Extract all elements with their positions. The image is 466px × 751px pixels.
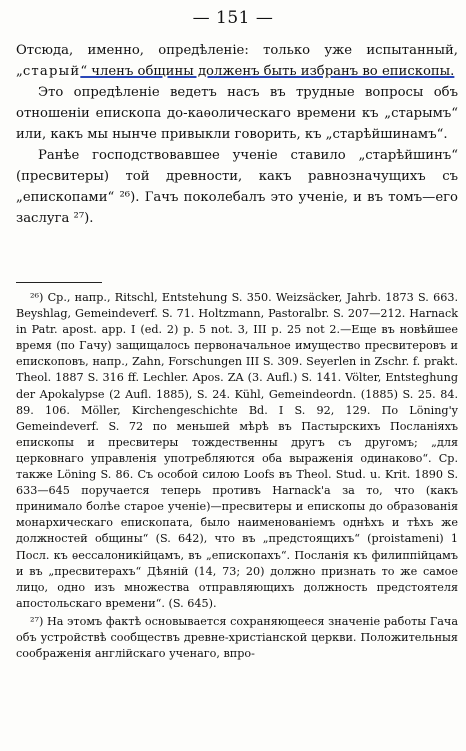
footnotes	[16, 290, 458, 662]
paragraph-1-part-c: “ членъ общины долженъ быть избранъ во епископы.	[80, 64, 455, 79]
emphasis-old: старый	[22, 64, 81, 79]
main-text	[16, 40, 458, 229]
paragraph-3: Ранѣе господствовавшее ученіе ставило „старѣйшинъ“ (пресвитеры) той древности, какъ равнозначущихъ съ „епископами“ ²⁶). Гачъ поколебалъ это ученіе, и въ томъ—его заслуга ²⁷).	[16, 148, 458, 226]
paragraph-2: Это опредѣленіе ведетъ насъ въ трудные вопросы объ отношеніи епископа до-каѳолическаго времени къ „старымъ“ или, какъ мы нынче привыкли говорить, къ „старѣйшинамъ“.	[16, 85, 458, 142]
page-number: — 151 —	[192, 8, 274, 28]
footnote-divider	[16, 282, 102, 283]
footnote-26: ²⁶) Ср., напр., Ritschl, Entstehung S. 350. Weizsäcker, Jahrb. 1873 S. 663. Beyshlag, Gemeindeverf. S. 71. Holtzmann, Pastoralbr. S. 207—212. Harnack in Patr. apost. app. I (ed. 2) p. 5 not. 3, III p. 25 not 2.—Еще въ новѣйшее время (по Гачу) защищалось первоначальное имущество пресвитеровъ и епископовъ, напр., Zahn, Forschungen III S. 309. Seyerlen in Zschr. f. prakt. Theol. 1887 S. 316 ff. Lechler. Apos. ZA (3. Aufl.) S. 141. Völter, Entsteghung der Apokalypse (2 Aufl. 1885), S. 24. Kühl, Gemeindeordn. (1885) S. 25. 84. 89. 106. Möller, Kirchengeschichte Bd. I S. 92, 129. По Löning'y Gemeindeverf. S. 72 по меньшей мѣрѣ въ Пастырскихъ Посланіяхъ епископы и пресвитеры тождественны другъ съ другомъ; „для церковнаго управленія употребляются оба выраженія одинаково“. Ср. также Löning S. 86. Съ особой силою Loofs въ Theol. Stud. u. Krit. 1890 S. 633—645 поручается теперь противъ Harnack'а за то, что (какъ принимало болѣе старое ученіе)—пресвитеры и епископы до образованія монархическаго епископата, было наименованіемъ однѣхъ и тѣхъ же должностей общины“ (S. 642), что въ „предстоящихъ“ (proistameni) 1 Посл. къ ѳессалоникійцамъ, въ „епископахъ“. Посланія къ филиппійцамъ и въ „пресвитерахъ“ Дѣяній (14, 73; 20) должно признать то же самое лицо, одно изъ множества отправляющихъ должность предстоятеля апостольскаго времени“. (S. 645).	[16, 291, 458, 610]
paragraph-1-part-a: Отсюда, именно, опредѣленіе: только уже испытанный, „	[16, 43, 458, 79]
paragraph-1	[16, 40, 458, 82]
footnote-27: ²⁷) На этомъ фактѣ основывается сохраняющееся значеніе работы Гача объ устройствѣ сообществъ древне-христіанской церкви. Положительныя соображенія англійскаго ученаго, впро-	[16, 614, 458, 661]
